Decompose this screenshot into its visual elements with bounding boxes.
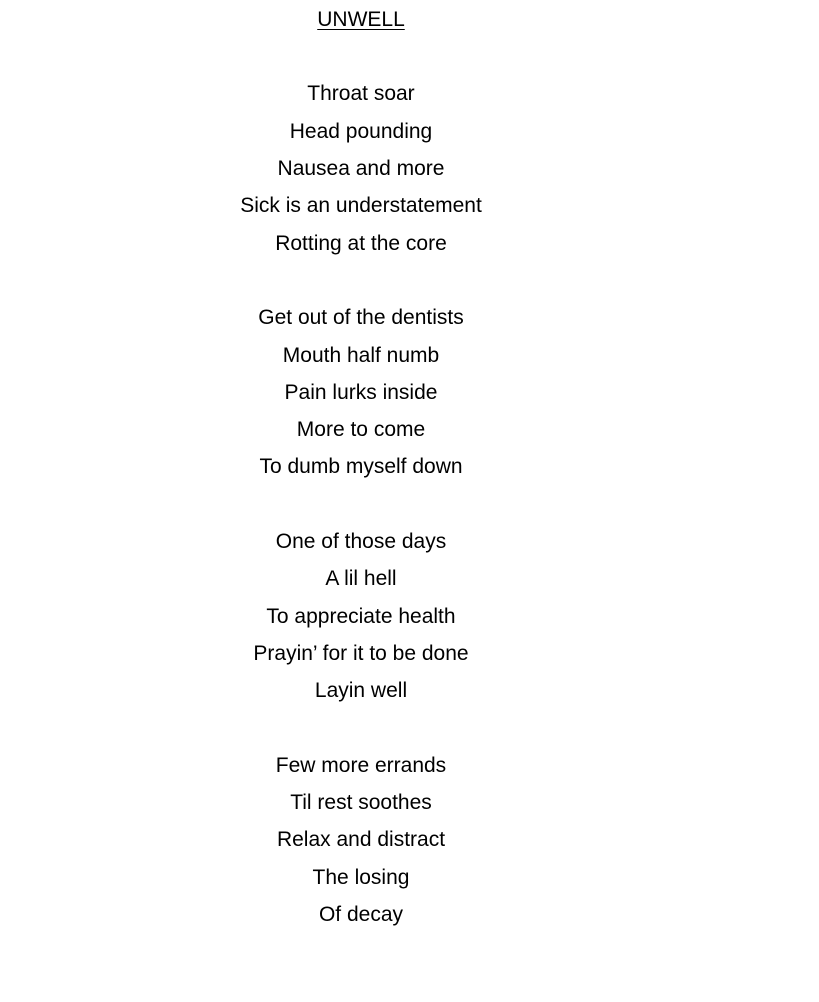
poem-line: One of those days [275, 530, 447, 553]
poem-line: The losing [312, 866, 410, 889]
poem-line: Rotting at the core [275, 232, 447, 255]
poem-line: Get out of the dentists [258, 306, 464, 329]
poem-line: Few more errands [275, 754, 447, 777]
poem-line: To dumb myself down [259, 455, 463, 478]
poem-line: To appreciate health [266, 605, 456, 628]
poem-title: UNWELL [317, 8, 405, 31]
poem-line: Relax and distract [276, 828, 446, 851]
poem-line: Til rest soothes [290, 791, 432, 814]
poem-line: A lil hell [325, 567, 397, 590]
poem-line: More to come [296, 418, 426, 441]
poem-line: Nausea and more [277, 157, 445, 180]
poem-line: Prayin’ for it to be done [253, 642, 469, 665]
poem-line: Of decay [318, 903, 404, 926]
poem-line: Layin well [314, 679, 408, 702]
poem-line: Mouth half numb [282, 344, 440, 367]
poem-line: Throat soar [307, 82, 415, 105]
poem-line: Pain lurks inside [284, 381, 438, 404]
poem-line: Head pounding [289, 120, 433, 143]
poem-line: Sick is an understatement [240, 194, 482, 217]
